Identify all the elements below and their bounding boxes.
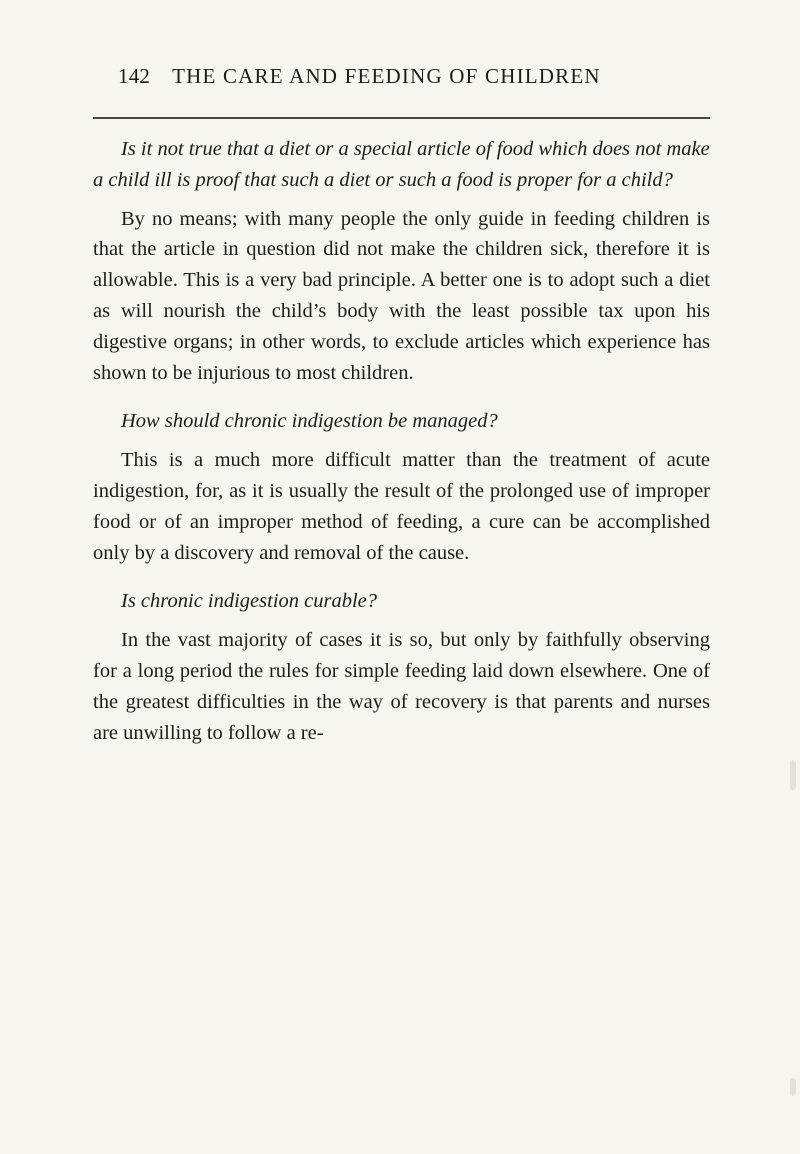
header-rule — [93, 117, 710, 119]
question-1: Is it not true that a diet or a special article of food which does not make a child ill is proof that such a diet or such a food is proper for a child? — [93, 138, 710, 191]
section-gap — [93, 388, 710, 406]
page-edge-mark — [790, 1078, 796, 1096]
running-head: THE CARE AND FEEDING OF CHILDREN — [172, 64, 601, 88]
question-2: How should chronic indigestion be managed? — [121, 410, 498, 433]
page-content — [93, 134, 710, 748]
answer-2: This is a much more difficult matter than the treatment of acute indigestion, for, as it is usually the result of the prolonged use of improper food or of an improper method of feeding, a cure can be accomplished only by a discovery and removal of the cause. — [93, 449, 710, 564]
answer-1: By no means; with many people the only guide in feeding children is that the article in question did not make the children sick, therefore it is allowable. This is a very bad principle. A better one is to adopt such a diet as will nourish the child’s body with the least possible tax upon his digestive organs; in other words, to exclude articles which experience has shown to be injurious to most children. — [93, 207, 710, 384]
section-gap — [93, 568, 710, 586]
answer-3: In the vast majority of cases it is so, but only by faithfully observing for a long period the rules for simple feeding laid down elsewhere. One of the greatest difficulties in the way of recovery is that parents and nurses are unwilling to follow a re- — [93, 629, 710, 744]
question-3: Is chronic indigestion curable? — [121, 590, 378, 613]
page-number: 142 — [118, 64, 151, 88]
page-header — [118, 64, 708, 89]
page-edge-mark — [790, 760, 796, 790]
